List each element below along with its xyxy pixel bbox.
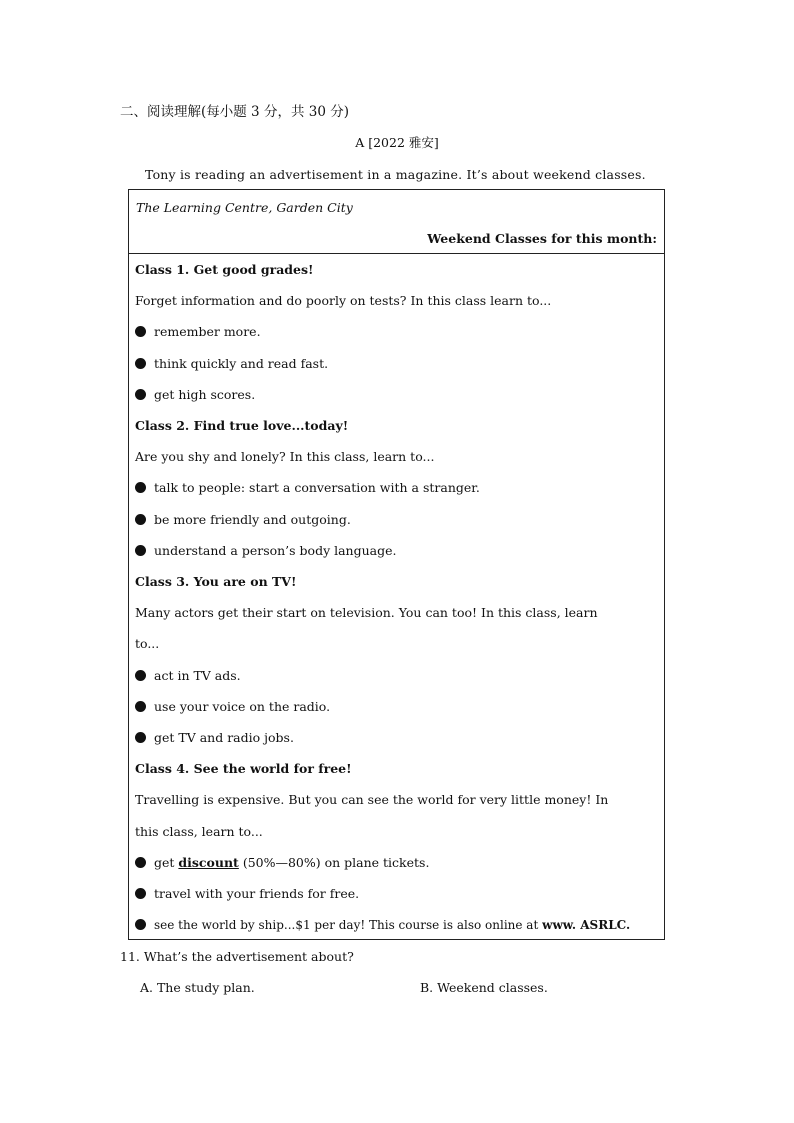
bullet-icon xyxy=(135,389,146,400)
class4-desc-cont: this class, learn to... xyxy=(135,824,263,839)
ad-month-heading: Weekend Classes for this month: xyxy=(427,231,657,246)
bullet-icon xyxy=(135,670,146,681)
list-item-text: understand a person’s body language. xyxy=(154,543,397,558)
list-item xyxy=(135,387,255,403)
bullet-icon xyxy=(135,358,146,369)
option-b[interactable]: B. Weekend classes. xyxy=(420,980,548,995)
list-item-text: think quickly and read fast. xyxy=(154,356,329,371)
bullet-icon xyxy=(135,701,146,712)
bullet-icon xyxy=(135,514,146,525)
class2-title: Class 2. Find true love...today! xyxy=(135,418,349,433)
list-item xyxy=(135,543,397,559)
bullet-icon xyxy=(135,857,146,868)
bullet-icon xyxy=(135,482,146,493)
course-website: www. ASRLC. xyxy=(542,918,631,932)
class4-title: Class 4. See the world for free! xyxy=(135,761,352,776)
option-a[interactable]: A. The study plan. xyxy=(140,980,255,995)
class1-title: Class 1. Get good grades! xyxy=(135,262,314,277)
class3-desc-cont: to... xyxy=(135,636,160,651)
ad-header-divider xyxy=(129,253,664,254)
list-item-text: remember more. xyxy=(154,324,261,339)
list-item-text: see the world by ship...$1 per day! This course is also online at xyxy=(154,918,543,932)
list-item-text: talk to people: start a conversation with a stranger. xyxy=(154,480,480,495)
list-item xyxy=(135,512,351,528)
list-item xyxy=(135,699,330,715)
list-item-text: get TV and radio jobs. xyxy=(154,730,294,745)
list-item xyxy=(135,668,241,684)
advertisement-box xyxy=(128,189,665,940)
list-item xyxy=(135,917,630,933)
bullet-icon xyxy=(135,326,146,337)
list-item-text: (50%—80%) on plane tickets. xyxy=(238,855,430,870)
intro-text: Tony is reading an advertisement in a magazine. It’s about weekend classes. xyxy=(145,167,646,182)
bullet-icon xyxy=(135,888,146,899)
list-item-text: use your voice on the radio. xyxy=(154,699,331,714)
question-11: 11. What’s the advertisement about? xyxy=(120,949,354,964)
section-title: 二、阅读理解(每小题 3 分，共 30 分) xyxy=(120,104,349,120)
list-item-text: act in TV ads. xyxy=(154,668,241,683)
ad-centre-name: The Learning Centre, Garden City xyxy=(136,200,353,215)
bullet-icon xyxy=(135,732,146,743)
list-item xyxy=(135,480,480,496)
list-item xyxy=(135,855,429,871)
bullet-icon xyxy=(135,919,146,930)
list-item-text: get xyxy=(154,855,179,870)
discount-term: discount xyxy=(178,855,239,870)
class3-desc: Many actors get their start on television. You can too! In this class, learn xyxy=(135,605,598,620)
list-item xyxy=(135,730,294,746)
class4-desc: Travelling is expensive. But you can see the world for very little money! In xyxy=(135,792,609,807)
list-item xyxy=(135,886,359,902)
list-item xyxy=(135,356,328,372)
class3-title: Class 3. You are on TV! xyxy=(135,574,297,589)
list-item xyxy=(135,324,261,340)
list-item-text: be more friendly and outgoing. xyxy=(154,512,351,527)
class2-desc: Are you shy and lonely? In this class, learn to... xyxy=(135,449,435,464)
list-item-text: travel with your friends for free. xyxy=(154,886,360,901)
class1-desc: Forget information and do poorly on tests? In this class learn to... xyxy=(135,293,552,308)
list-item-text: get high scores. xyxy=(154,387,256,402)
bullet-icon xyxy=(135,545,146,556)
passage-source: A [2022 雅安] xyxy=(355,135,439,150)
